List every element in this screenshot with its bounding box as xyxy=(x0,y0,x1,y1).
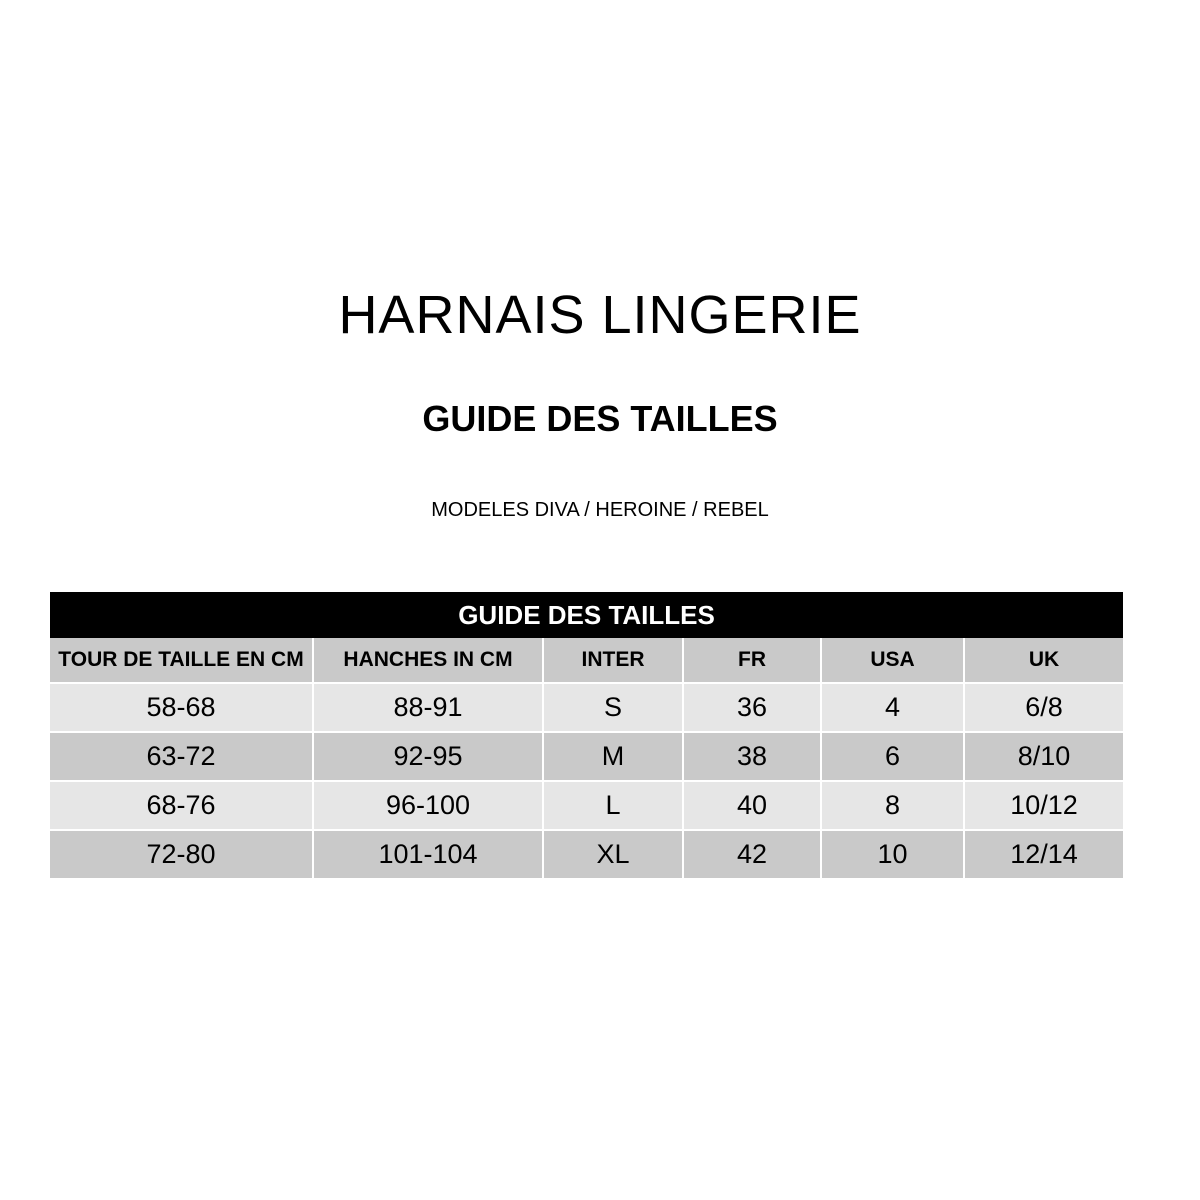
column-header-usa: USA xyxy=(821,638,964,683)
table-title-row xyxy=(50,592,1123,638)
cell-inter: L xyxy=(543,781,683,830)
table-row xyxy=(50,830,1123,878)
cell-fr: 38 xyxy=(683,732,821,781)
column-header-inter: INTER xyxy=(543,638,683,683)
cell-fr: 40 xyxy=(683,781,821,830)
cell-waist: 63-72 xyxy=(50,732,313,781)
cell-usa: 4 xyxy=(821,683,964,732)
cell-usa: 10 xyxy=(821,830,964,878)
cell-uk: 10/12 xyxy=(964,781,1123,830)
cell-waist: 72-80 xyxy=(50,830,313,878)
table-row xyxy=(50,781,1123,830)
cell-waist: 58-68 xyxy=(50,683,313,732)
cell-hips: 101-104 xyxy=(313,830,543,878)
table-row xyxy=(50,732,1123,781)
column-header-hips: HANCHES IN CM xyxy=(313,638,543,683)
column-header-fr: FR xyxy=(683,638,821,683)
cell-hips: 92-95 xyxy=(313,732,543,781)
page-title: HARNAIS LINGERIE xyxy=(338,285,862,345)
cell-uk: 8/10 xyxy=(964,732,1123,781)
table-row xyxy=(50,683,1123,732)
cell-hips: 88-91 xyxy=(313,683,543,732)
cell-usa: 6 xyxy=(821,732,964,781)
cell-fr: 42 xyxy=(683,830,821,878)
cell-uk: 12/14 xyxy=(964,830,1123,878)
cell-inter: M xyxy=(543,732,683,781)
table-title: GUIDE DES TAILLES xyxy=(50,592,1123,638)
table-header-row xyxy=(50,638,1123,683)
cell-waist: 68-76 xyxy=(50,781,313,830)
cell-fr: 36 xyxy=(683,683,821,732)
cell-hips: 96-100 xyxy=(313,781,543,830)
cell-uk: 6/8 xyxy=(964,683,1123,732)
models-caption: MODELES DIVA / HEROINE / REBEL xyxy=(431,499,769,521)
cell-usa: 8 xyxy=(821,781,964,830)
cell-inter: XL xyxy=(543,830,683,878)
page-subtitle: GUIDE DES TAILLES xyxy=(422,398,778,439)
size-guide-table xyxy=(50,592,1123,878)
cell-inter: S xyxy=(543,683,683,732)
column-header-uk: UK xyxy=(964,638,1123,683)
column-header-waist: TOUR DE TAILLE EN CM xyxy=(50,638,313,683)
